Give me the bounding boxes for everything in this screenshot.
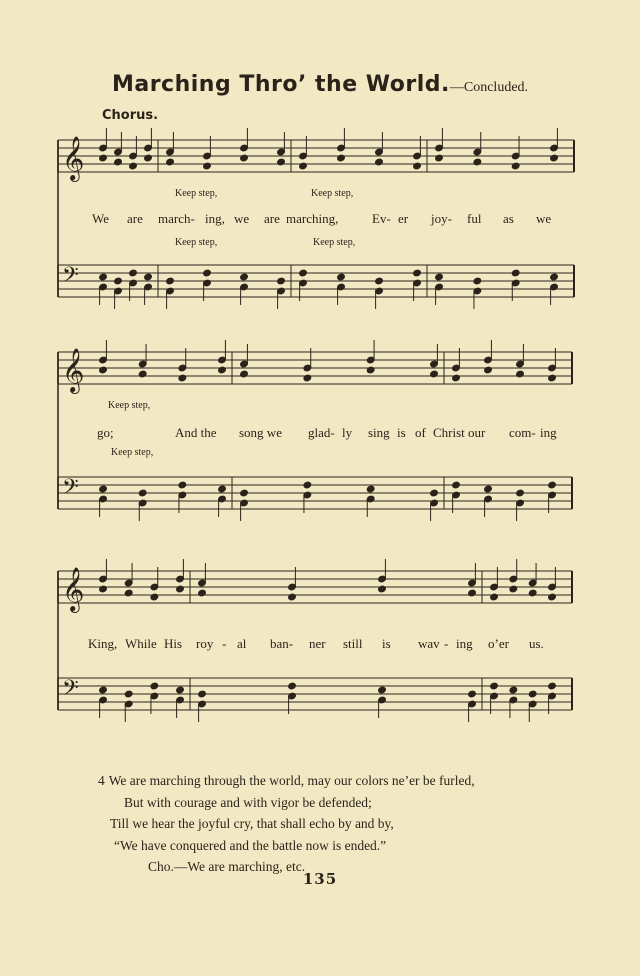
- lyric-syllable: still: [343, 636, 363, 651]
- note-head: [366, 485, 375, 493]
- note-head: [375, 277, 384, 285]
- note-head: [240, 154, 249, 162]
- note-head: [176, 686, 185, 694]
- lyric-syllable: are: [127, 211, 143, 226]
- lyric-syllable: us.: [529, 636, 544, 651]
- lyric-syllable: And the: [175, 425, 217, 440]
- lyric-syllable: is: [382, 636, 391, 651]
- lyric-syllable: ban-: [270, 636, 294, 651]
- note-head: [528, 690, 537, 698]
- note-head: [516, 489, 525, 497]
- note-head: [99, 585, 108, 593]
- note-head: [430, 489, 439, 497]
- lyric-syllable: roy: [196, 636, 214, 651]
- lyric-syllable: Ev-: [372, 211, 391, 226]
- lyric-syllable: com-: [509, 425, 536, 440]
- verse-line: But with courage and with vigor be defended;: [124, 794, 372, 810]
- lyric-syllable: we: [536, 211, 552, 226]
- note-head: [516, 370, 525, 378]
- note-head: [166, 277, 175, 285]
- lyric-syllable: ful: [467, 211, 482, 226]
- note-head: [138, 489, 147, 497]
- note-head: [435, 273, 444, 281]
- direction-keep-step: Keep step,: [313, 237, 356, 248]
- note-head: [528, 589, 537, 597]
- note-head: [99, 366, 108, 374]
- note-head: [218, 366, 227, 374]
- page-number: 135: [302, 870, 338, 888]
- note-head: [240, 489, 249, 497]
- lyric-syllable: joy-: [431, 211, 452, 226]
- verse-number: 4: [98, 773, 105, 788]
- lyric-syllable: ing: [540, 425, 557, 440]
- note-head: [468, 690, 477, 698]
- lyric-syllable: al: [237, 636, 247, 651]
- lyric-syllable: We: [92, 211, 109, 226]
- note-head: [548, 374, 557, 382]
- verse-4: [98, 770, 558, 878]
- note-head: [550, 154, 559, 162]
- note-head: [198, 589, 207, 597]
- direction-keep-step: Keep step,: [111, 447, 154, 458]
- lyric-syllable: song we: [239, 425, 282, 440]
- note-head: [178, 481, 187, 489]
- verse-line: [98, 770, 558, 792]
- note-head: [484, 366, 493, 374]
- lyric-syllable: of: [415, 425, 426, 440]
- lyric-syllable: er: [398, 211, 409, 226]
- note-head: [548, 682, 557, 690]
- note-head: [203, 269, 212, 277]
- note-head: [150, 593, 159, 601]
- note-head: [509, 686, 518, 694]
- note-head: [366, 366, 375, 374]
- note-head: [166, 158, 175, 166]
- note-head: [375, 158, 384, 166]
- verse-line-text: We are marching through the world, may our colors ne’er be furled,: [108, 773, 475, 788]
- note-head: [378, 686, 387, 694]
- note-head: [548, 481, 557, 489]
- lyric-syllable: o’er: [488, 636, 509, 651]
- note-head: [129, 269, 138, 277]
- note-head: [337, 154, 346, 162]
- note-head: [99, 686, 108, 694]
- lyric-syllable: -: [222, 636, 227, 651]
- lyric-syllable: glad-: [308, 425, 335, 440]
- note-head: [129, 162, 138, 170]
- note-head: [176, 585, 185, 593]
- note-head: [288, 682, 297, 690]
- chorus-reference: Cho.—We are marching, etc.: [148, 859, 306, 875]
- note-head: [452, 481, 461, 489]
- lyric-syllable: ing,: [205, 211, 225, 226]
- note-head: [114, 158, 123, 166]
- clefs: [62, 136, 84, 706]
- note-head: [509, 585, 518, 593]
- note-head: [198, 690, 207, 698]
- note-head: [277, 277, 286, 285]
- direction-keep-step: Keep step,: [311, 188, 354, 199]
- note-head: [240, 273, 249, 281]
- lyric-syllable: marching,: [286, 211, 339, 226]
- note-head: [430, 370, 439, 378]
- note-head: [144, 154, 153, 162]
- lyric-syllable: go;: [97, 425, 114, 440]
- note-head: [144, 273, 153, 281]
- note-head: [240, 370, 249, 378]
- note-head: [114, 277, 123, 285]
- note-head: [303, 481, 312, 489]
- lyric-syllable: ing: [456, 636, 473, 651]
- note-head: [484, 485, 493, 493]
- verse-line: Till we hear the joyful cry, that shall echo by and by,: [110, 816, 394, 832]
- note-head: [413, 269, 422, 277]
- note-head: [299, 269, 308, 277]
- treble-clef: 𝄞: [62, 348, 85, 392]
- note-head: [99, 273, 108, 281]
- lyric-syllable: is: [397, 425, 406, 440]
- note-head: [435, 154, 444, 162]
- note-head: [490, 593, 499, 601]
- lyric-syllable: While: [125, 636, 157, 651]
- note-head: [124, 690, 133, 698]
- lyric-syllable: sing: [368, 425, 390, 440]
- note-head: [337, 273, 346, 281]
- bass-clef: 𝄢: [62, 263, 79, 293]
- treble-clef: 𝄞: [62, 567, 85, 611]
- lyric-syllable: Christ our: [433, 425, 486, 440]
- lyric-syllable: King,: [88, 636, 118, 651]
- note-head: [511, 162, 520, 170]
- treble-clef: 𝄞: [62, 136, 85, 180]
- note-head: [303, 374, 312, 382]
- note-head: [413, 162, 422, 170]
- direction-keep-step: Keep step,: [175, 188, 218, 199]
- lyric-syllable: as: [503, 211, 514, 226]
- direction-keep-step: Keep step,: [175, 237, 218, 248]
- note-head: [548, 593, 557, 601]
- lyric-syllable: march-: [158, 211, 195, 226]
- note-head: [490, 682, 499, 690]
- note-head: [277, 158, 286, 166]
- lyric-syllable: ly: [342, 425, 353, 440]
- bass-clef: 𝄢: [62, 475, 79, 505]
- title-suffix: —Concluded.: [449, 80, 529, 95]
- chorus-label: Chorus.: [102, 108, 159, 123]
- note-head: [378, 585, 387, 593]
- lyric-syllable: ner: [309, 636, 326, 651]
- lyric-syllable: wav: [418, 636, 440, 651]
- note-head: [124, 589, 133, 597]
- note-head: [203, 162, 212, 170]
- note-head: [468, 589, 477, 597]
- note-head: [288, 593, 297, 601]
- note-head: [138, 370, 147, 378]
- note-head: [452, 374, 461, 382]
- direction-keep-step: Keep step,: [108, 400, 151, 411]
- note-head: [511, 269, 520, 277]
- lyric-syllable: -: [444, 636, 449, 651]
- note-head: [473, 277, 482, 285]
- verse-line: “We have conquered and the battle now is ended.”: [114, 837, 387, 853]
- note-head: [99, 485, 108, 493]
- lyric-syllable: we: [234, 211, 250, 226]
- note-head: [150, 682, 159, 690]
- bass-clef: 𝄢: [62, 676, 79, 706]
- note-head: [550, 273, 559, 281]
- note-head: [218, 485, 227, 493]
- note-head: [99, 154, 108, 162]
- note-head: [178, 374, 187, 382]
- title-main: Marching Thro’ the World.: [111, 72, 450, 97]
- note-head: [473, 158, 482, 166]
- note-head: [299, 162, 308, 170]
- lyric-syllable: His: [164, 636, 183, 651]
- lyric-syllable: are: [264, 211, 280, 226]
